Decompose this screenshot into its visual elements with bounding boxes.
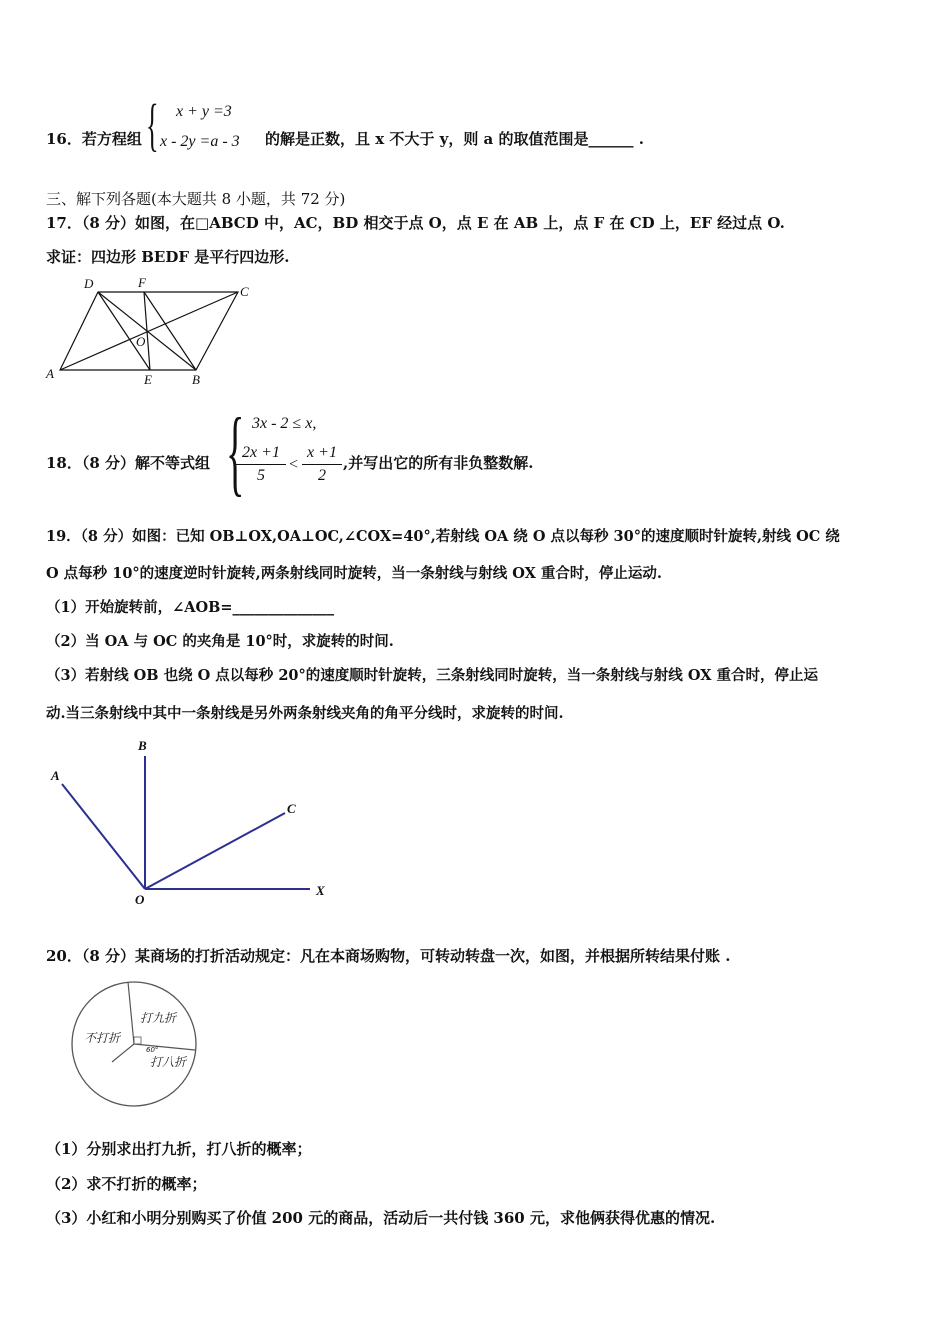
q20-part-2: （2）求不打折的概率； [46,1175,207,1193]
q19-part-3-line-1: （3）若射线 OB 也绕 O 点以每秒 20°的速度顺时针旋转，三条射线同时旋转，当一条射线与射线 OX 重合时，停止运 [46,667,818,684]
q18-brace: { [226,398,245,505]
q18-fraction-2-denominator: 2 [318,467,326,484]
q18-fraction-1 [236,444,286,485]
q17-line-2: 求证：四边形 BEDF 是平行四边形. [46,248,290,266]
label-x: X [316,883,325,898]
q19-line-2: O 点每秒 10°的速度逆时针旋转,两条射线同时旋转，当一条射线与射线 OX 重合时，停止运动. [46,565,662,582]
q20-part-3: （3）小红和小明分别购买了价值 200 元的商品，活动后一共付钱 360 元，求他俩获得优惠的情况. [46,1209,716,1227]
label-a: A [51,768,60,783]
q19-part-2: （2）当 OA 与 OC 的夹角是 10°时，求旋转的时间. [46,633,394,650]
q16-brace: { [146,92,159,157]
wheel-divider-right [134,1044,195,1050]
q20-spinner-wheel [66,978,206,1114]
q18-fraction-1-denominator: 5 [257,467,265,484]
label-eight-discount: 打八折 [150,1055,187,1069]
right-angle-mark [134,1037,141,1044]
q18-fraction-1-numerator: 2x +1 [236,444,286,465]
segment-de [98,292,150,370]
ray-oc [145,813,285,889]
label-b: B [192,372,200,387]
q17-line-1: 17．（8 分）如图，在□ABCD 中，AC，BD 相交于点 O，点 E 在 AB 上，点 F 在 CD 上，EF 经过点 O. [46,214,785,232]
label-e: E [144,372,152,387]
q18-question-tail: ,并写出它的所有非负整数解. [343,454,534,472]
q18-inequality-1: 3x - 2 ≤ x, [252,415,317,432]
q16-equation-1: x + y =3 [176,103,232,120]
q18-fraction-2-numerator: x +1 [302,444,342,465]
q19-part-3-line-2: 动.当三条射线中其中一条射线是另外两条射线夹角的角平分线时，求旋转的时间. [46,705,564,722]
q18-fraction-2 [302,444,342,485]
q16-question-tail: 的解是正数，且 x 不大于 y，则 a 的取值范围是______ . [265,130,644,148]
label-o: O [135,892,145,907]
label-nine-discount: 打九折 [140,1011,177,1025]
label-f: F [138,275,146,290]
q18-number: 18．（8 分）解不等式组 [46,454,211,472]
label-angle: 60° [146,1046,159,1054]
label-b: B [138,738,147,753]
label-no-discount: 不打折 [84,1031,121,1045]
q19-part-1: （1）开始旋转前，∠AOB=______________ [46,599,335,616]
label-c: C [287,801,296,816]
wheel-pointer [112,1044,134,1062]
q17-parallelogram-figure [40,272,260,392]
q16-number: 16．若方程组 [46,130,142,148]
wheel-divider-top [128,982,134,1044]
segment-bf [144,292,196,370]
label-a: A [46,366,54,381]
q19-line-1: 19．（8 分）如图：已知 OB⊥OX,OA⊥OC,∠COX=40°,若射线 OA 绕 O 点以每秒 30°的速度顺时针旋转,射线 OC 绕 [46,528,840,545]
q20-line-1: 20．（8 分）某商场的打折活动规定：凡在本商场购物，可转动转盘一次，如图，并根据所转结果付账 . [46,947,731,965]
q16-equation-2: x - 2y =a - 3 [160,133,240,150]
q19-rays-figure [40,736,340,916]
ray-oa [62,784,145,889]
label-o: O [136,334,146,349]
label-c: C [240,284,249,299]
section-3-title: 三、解下列各题(本大题共 8 小题，共 72 分) [46,190,346,208]
label-d: D [84,276,94,291]
q20-part-1: （1）分别求出打九折，打八折的概率； [46,1140,312,1158]
q18-less-than: < [289,456,299,473]
